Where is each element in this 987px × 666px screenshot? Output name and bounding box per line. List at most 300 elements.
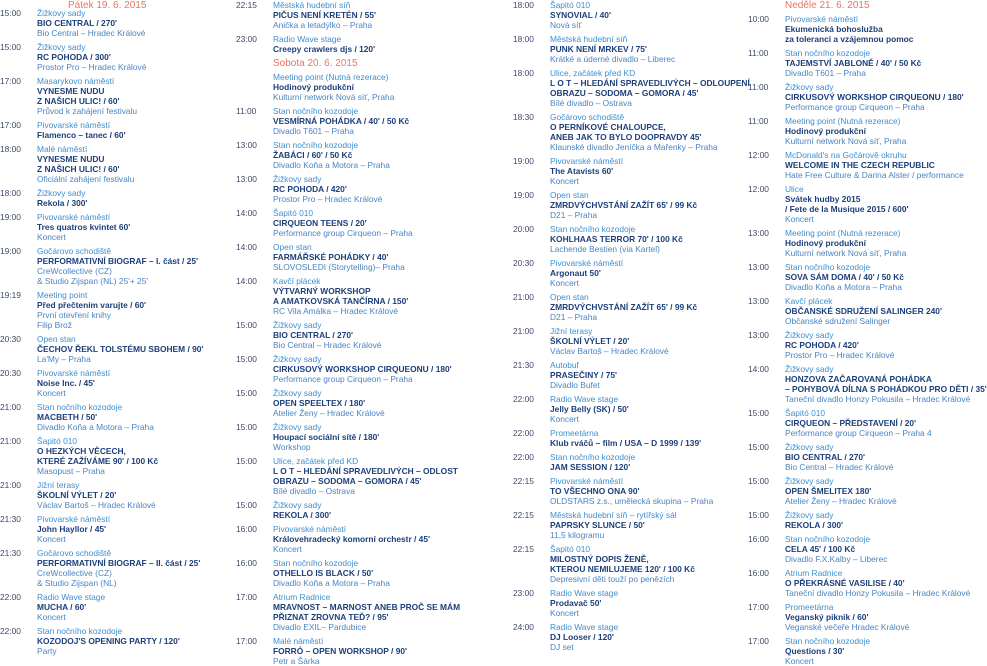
event-title: Argonaut 50' (550, 268, 601, 278)
event-title: ČECHOV ŘEKL TOLSTÉMU SBOHEM / 90' (37, 344, 204, 354)
event-entry (748, 262, 960, 292)
event-time: 14:00 (748, 364, 769, 374)
event-time: 22:00 (0, 592, 21, 602)
event-venue: Žižkovy sady (273, 320, 322, 330)
event-entry (748, 408, 960, 438)
event-time: 17:00 (0, 120, 21, 130)
event-venue: Radio Wave stage (273, 34, 342, 44)
event-time: 19:00 (513, 156, 534, 166)
event-entry (748, 296, 960, 326)
event-title: BIO CENTRAL / 270' (273, 330, 354, 340)
event-title: – POHYBOVÁ DÍLNA S POHÁDKOU PRO DĚTI / 35' (785, 384, 987, 394)
event-title: PUNK NENÍ MRKEV / 75' (550, 44, 647, 54)
event-venue: Pivovarské náměstí (550, 258, 624, 268)
event-title: TAJEMSTVÍ JABLONĚ / 40' / 50 Kč (785, 58, 922, 68)
event-title: KTERÉ ZAŽÍVÁME 90' / 100 Kč (37, 456, 159, 466)
event-detail: DJ set (550, 642, 574, 652)
event-time: 12:00 (748, 184, 769, 194)
event-entry (0, 246, 245, 286)
column-2 (236, 0, 494, 666)
event-time: 16:00 (748, 534, 769, 544)
event-venue: Žižkovy sady (785, 364, 834, 374)
event-title: HONZOVA ZAČAROVANÁ POHÁDKA (785, 374, 932, 384)
event-entry (748, 442, 960, 472)
event-time: 21:00 (0, 436, 21, 446)
event-title: ŽABÁCI / 60' / 50 Kč (273, 150, 353, 160)
event-time: 17:00 (0, 76, 21, 86)
event-time: 24:00 (513, 622, 534, 632)
event-venue: Stan nočního kozodoje (785, 48, 871, 58)
event-detail: Bílé divadlo – Ostrava (273, 486, 355, 496)
event-detail: Koncert (37, 534, 66, 544)
event-detail: Prostor Pro – Hradec Králové (273, 194, 383, 204)
event-time: 22:15 (513, 476, 534, 486)
event-detail: Atelier Ženy – Hradec Králové (785, 496, 897, 506)
event-detail: Hate Free Culture & Darina Alster / performance (785, 170, 964, 180)
event-entry (236, 354, 494, 384)
event-entry (513, 428, 753, 448)
event-detail: Performance group Cirqueon – Praha 4 (785, 428, 932, 438)
event-venue: Stan nočního kozodoje (785, 636, 871, 646)
event-time: 15:00 (748, 476, 769, 486)
event-entry (513, 156, 753, 186)
event-detail: Masopust – Praha (37, 466, 105, 476)
event-entry (513, 292, 753, 322)
event-entry (236, 72, 494, 102)
event-time: 15:00 (236, 320, 257, 330)
event-venue: Šapitó 010 (785, 408, 826, 418)
event-entry (748, 602, 960, 632)
event-title: Královehradecký komorní orchestr / 45' (273, 534, 430, 544)
event-detail: Divadlo F.X.Kalby – Liberec (785, 554, 888, 564)
event-entry (513, 622, 753, 652)
event-time: 16:00 (236, 524, 257, 534)
event-detail: Prostor Pro – Hradec Králové (785, 350, 895, 360)
event-entry (513, 112, 753, 152)
event-detail: La'My – Praha (37, 354, 91, 364)
event-title: ZMRDVÝCHVSTÁNÍ ZAŽÍT 65' / 99 Kč (550, 302, 698, 312)
event-title: CIRQUEON TEENS / 20' (273, 218, 367, 228)
event-title: Creepy crawlers djs / 120' (273, 44, 376, 54)
event-title: PERFORMATIVNÍ BIOGRAF – II. část / 25' (37, 558, 201, 568)
event-entry (236, 0, 494, 30)
event-entry (748, 82, 964, 112)
column-3 (513, 0, 753, 652)
event-time: 16:00 (236, 558, 257, 568)
event-venue: Meeting point (37, 290, 88, 300)
event-detail: Krátké a úderné divadlo – Liberec (550, 54, 676, 64)
event-detail: Divadlo Koňa a Motora – Praha (37, 422, 154, 432)
event-title: Noise Inc. / 45' (37, 378, 95, 388)
event-detail: 11,5 kilogramu (550, 530, 605, 540)
day-heading-sunday: Neděle 21. 6. 2015 (785, 0, 870, 11)
event-entry (0, 548, 245, 588)
event-venue: Žižkovy sady (785, 510, 834, 520)
event-entry (513, 0, 753, 30)
event-time: 20:30 (0, 334, 21, 344)
event-time: 17:00 (748, 602, 769, 612)
event-venue: Gočárovo schodiště (37, 548, 112, 558)
event-venue: Radio Wave stage (37, 592, 106, 602)
event-time: 15:00 (236, 456, 257, 466)
event-time: 17:00 (236, 592, 257, 602)
event-detail: Koncert (550, 176, 579, 186)
event-title: VYNESME NUDU (37, 86, 105, 96)
event-title: CELA 45' / 100 Kč (785, 544, 856, 554)
event-entry (513, 190, 753, 220)
event-detail: První otevření knihy (37, 310, 112, 320)
event-time: 12:00 (748, 150, 769, 160)
event-title: OTHELLO IS BLACK / 50' (273, 568, 374, 578)
event-title: ZMRDVÝCHVSTÁNÍ ZAŽÍT 65' / 99 Kč (550, 200, 698, 210)
event-entry (0, 368, 245, 398)
event-title: SYNOVIAL / 40' (550, 10, 611, 20)
event-time: 19:19 (0, 290, 21, 300)
event-venue: Stan nočního kozodoje (785, 262, 871, 272)
event-venue: Stan nočního kozodoje (550, 224, 636, 234)
column-1 (0, 0, 245, 656)
event-detail: Bio Central – Hradec Králové (37, 28, 146, 38)
event-title: KOHLHAAS TERROR 70' / 100 Kč (550, 234, 683, 244)
event-title: / Fete de la Musique 2015 / 600' (785, 204, 909, 214)
event-venue: Žižkovy sady (37, 8, 86, 18)
event-entry (236, 242, 494, 272)
event-time: 21:30 (0, 548, 21, 558)
event-venue: Pivovarské náměstí (785, 14, 859, 24)
event-detail: Koncert (273, 544, 302, 554)
event-venue: Meeting point (Nutná rezerace) (785, 228, 901, 238)
event-entry (0, 436, 245, 476)
event-detail: Filip Brož (37, 320, 72, 330)
event-detail: Anička a letadýlko – Praha (273, 20, 373, 30)
event-entry (748, 48, 960, 78)
event-detail: Divadlo Koňa a Motora – Praha (785, 282, 902, 292)
event-venue: Pivovarské náměstí (273, 524, 347, 534)
event-detail: Divadlo EXIL– Pardubice (273, 622, 367, 632)
event-title: Ekumenická bohoslužba (785, 24, 883, 34)
event-title: MILOSTNÝ DOPIS ŽENĚ, (550, 554, 649, 564)
event-detail: Nová síť (550, 20, 582, 30)
event-time: 14:00 (236, 208, 257, 218)
event-entry (513, 394, 753, 424)
event-time: 19:00 (513, 190, 534, 200)
event-venue: Kavčí plácek (785, 296, 833, 306)
event-entry (748, 184, 960, 224)
event-entry (513, 544, 753, 584)
event-detail: Bio Central – Hradec Králové (273, 340, 382, 350)
schedule-list (513, 0, 753, 652)
event-title: CIRQUEON – PŘEDSTAVENÍ / 20' (785, 418, 917, 428)
event-title: OBČANSKÉ SDRUŽENÍ SALINGER 240' (785, 306, 942, 316)
event-entry (0, 592, 245, 622)
event-title: za toleranci a vzájemnou pomoc (785, 34, 914, 44)
event-venue: Stan nočního kozodoje (37, 402, 123, 412)
event-time: 16:00 (748, 568, 769, 578)
event-venue: Šapitó 010 (550, 0, 591, 10)
event-entry (748, 14, 960, 44)
event-time: 18:00 (0, 188, 21, 198)
event-title: Před přečtením varujte / 60' (37, 300, 147, 310)
event-title: A AMATKOVSKÁ TANČÍRNA / 150' (273, 296, 409, 306)
event-time: 22:00 (513, 428, 534, 438)
event-detail: Lachende Bestien (via Kartel) (550, 244, 660, 254)
event-entry (236, 140, 494, 170)
event-venue: Meeting point (Nutná rezerace) (785, 116, 901, 126)
event-detail: Taneční divadlo Honzy Pokusila – Hradec Králové (785, 394, 971, 404)
event-venue: Žižkovy sady (785, 442, 834, 452)
event-entry (513, 452, 753, 472)
event-title: Z NAŠICH ULIC! / 60' (37, 164, 120, 174)
event-time: 13:00 (748, 228, 769, 238)
event-detail: Koncert (785, 214, 814, 224)
event-entry (236, 456, 494, 496)
event-title: Svátek hudby 2015 (785, 194, 861, 204)
event-venue: Meeting point (Nutná rezerace) (273, 72, 389, 82)
event-title: CIRKUSOVÝ WORKSHOP CIRQUEONU / 180' (785, 92, 964, 102)
event-detail: Občanské sdružení Salinger (785, 316, 891, 326)
event-detail: Koncert (785, 656, 814, 666)
event-entry (513, 258, 753, 288)
event-time: 22:00 (0, 626, 21, 636)
event-title: Z NAŠICH ULIC! / 60' (37, 96, 120, 106)
event-title: Houpací sociální sítě / 180' (273, 432, 380, 442)
event-venue: Malé náměstí (273, 636, 324, 646)
event-time: 21:30 (513, 360, 534, 370)
event-venue: Kavčí plácek (273, 276, 321, 286)
event-venue: Open stan (550, 292, 589, 302)
event-entry (513, 326, 753, 356)
schedule-list (0, 8, 245, 656)
event-detail: Koncert (550, 414, 579, 424)
event-time: 15:00 (236, 500, 257, 510)
event-title: BIO CENTRAL / 270' (785, 452, 866, 462)
event-title: FARMÁŘSKÉ POHÁDKY / 40' (273, 252, 389, 262)
event-time: 22:00 (513, 394, 534, 404)
event-entry (0, 8, 245, 38)
event-title: OBRAZU – SODOMA – GOMORA / 45' (273, 476, 422, 486)
event-venue: Jižní terasy (550, 326, 593, 336)
event-title: OPEN ŠMELITEX 180' (785, 486, 872, 496)
event-time: 21:30 (0, 514, 21, 524)
event-title: RC POHODA / 300' (37, 52, 111, 62)
event-title: PERFORMATIVNÍ BIOGRAF – I. část / 25' (37, 256, 198, 266)
event-entry (236, 388, 494, 418)
event-entry (0, 144, 245, 184)
event-time: 15:00 (748, 408, 769, 418)
event-venue: Pivovarské náměstí (37, 120, 111, 130)
event-time: 22:15 (513, 544, 534, 554)
event-title: The Atavists 60' (550, 166, 614, 176)
event-time: 15:00 (236, 388, 257, 398)
event-title: VESMÍRNÁ POHÁDKA / 40' / 50 Kč (273, 116, 410, 126)
event-detail: Performance group Cirqueon – Praha (273, 374, 413, 384)
event-venue: Žižkovy sady (273, 500, 322, 510)
event-detail: Taneční divadlo Honzy Pokusila – Hradec Králové (785, 588, 971, 598)
event-detail: Koncert (550, 608, 579, 618)
event-entry (0, 120, 245, 140)
event-entry (748, 228, 960, 258)
event-entry (513, 224, 753, 254)
event-entry (236, 34, 494, 54)
event-title: Klub rváčů – film / USA – D 1999 / 139' (550, 438, 702, 448)
event-time: 15:00 (0, 42, 21, 52)
event-detail: Oficiální zahájení festivalu (37, 174, 135, 184)
event-entry (748, 636, 960, 666)
event-title: VYNESME NUDU (37, 154, 105, 164)
event-title: Prodavač 50' (550, 598, 602, 608)
event-entry (513, 360, 753, 390)
event-detail: RC Vila Amálka – Hradec Králové (273, 306, 399, 316)
event-title: ŠKOLNÍ VÝLET / 20' (37, 490, 117, 500)
event-time: 11:00 (236, 106, 257, 116)
event-entry (0, 76, 245, 116)
event-entry (0, 626, 245, 656)
event-detail: Bílé divadlo – Ostrava (550, 98, 632, 108)
event-venue: Ulice (785, 184, 804, 194)
event-title: JAM SESSION / 120' (550, 462, 631, 472)
event-venue: Pivovarské náměstí (550, 476, 624, 486)
event-detail: Divadlo T601 – Praha (273, 126, 354, 136)
event-venue: Žižkovy sady (785, 82, 834, 92)
event-title: PIČUS NENÍ KRETÉN / 55' (273, 10, 376, 20)
event-time: 15:00 (748, 510, 769, 520)
event-venue: Městská hudební síň (273, 0, 351, 10)
event-entry (0, 42, 245, 72)
event-title: MRAVNOST – MARNOST ANEB PROČ SE MÁM (273, 602, 461, 612)
event-entry (748, 534, 960, 564)
event-venue: Stan nočního kozodoje (550, 452, 636, 462)
event-entry (748, 330, 960, 360)
event-title: RC POHODA / 420' (785, 340, 859, 350)
event-time: 17:00 (236, 636, 257, 646)
event-venue: Stan nočního kozodoje (785, 534, 871, 544)
event-title: Hodinový produkční (785, 126, 866, 136)
schedule-list (748, 14, 987, 666)
event-venue: Žižkovy sady (273, 354, 322, 364)
event-entry (0, 514, 245, 544)
event-venue: Šapitó 010 (550, 544, 591, 554)
event-entry (236, 592, 494, 632)
event-time: 13:00 (236, 140, 257, 150)
event-venue: Stan nočního kozodoje (273, 106, 359, 116)
event-title: Hodinový produkční (273, 82, 354, 92)
event-title: OBRAZU – SODOMA – GOMORA / 45' (550, 88, 699, 98)
event-venue: McDonald's na Gočárově okruhu (785, 150, 907, 160)
event-detail: Divadlo T601 – Praha (785, 68, 866, 78)
event-entry (0, 188, 245, 208)
event-title: RC POHODA / 420' (273, 184, 347, 194)
event-time: 11:00 (748, 48, 769, 58)
event-title: WELCOME IN THE CZECH REPUBLIC (785, 160, 935, 170)
event-time: 13:00 (748, 330, 769, 340)
event-detail: Klaunské divadlo Jeníčka a Mařenky – Praha (550, 142, 718, 152)
event-detail: Petr a Šárka (273, 656, 320, 666)
column-4 (748, 0, 987, 666)
event-detail: Party (37, 646, 57, 656)
event-title: John Hayllor / 45' (37, 524, 107, 534)
event-entry (748, 568, 971, 598)
event-entry (513, 476, 753, 506)
event-venue: Šapitó 010 (273, 208, 314, 218)
event-detail: CreWcollective (CZ) (37, 568, 112, 578)
event-entry (513, 510, 753, 540)
schedule-list (236, 72, 494, 666)
event-venue: Žižkovy sady (785, 330, 834, 340)
event-detail: Kulturní network Nová síť, Praha (785, 248, 907, 258)
event-entry (236, 524, 494, 554)
event-venue: Stan nočního kozodoje (273, 140, 359, 150)
event-title: Questions / 30' (785, 646, 845, 656)
event-time: 20:00 (513, 224, 534, 234)
event-venue: Gočárovo schodiště (37, 246, 112, 256)
event-time: 10:00 (748, 14, 769, 24)
event-entry (236, 174, 494, 204)
event-venue: Šapitó 010 (37, 436, 78, 446)
event-title: ANEB JAK TO BYLO DOOPRAVDY 45' (550, 132, 702, 142)
event-entry (748, 364, 987, 404)
event-title: O HEZKÝCH VĚCECH, (37, 446, 126, 456)
event-venue: Žižkovy sady (37, 188, 86, 198)
event-venue: Žižkovy sady (273, 174, 322, 184)
event-entry (236, 500, 494, 520)
event-entry (513, 34, 753, 64)
event-entry (236, 276, 494, 316)
event-time: 14:00 (236, 242, 257, 252)
event-time: 11:00 (748, 82, 769, 92)
event-entry (748, 116, 960, 146)
event-time: 18:00 (0, 144, 21, 154)
event-venue: Radio Wave stage (550, 588, 619, 598)
event-detail: & Studio Zijspan (NL) (37, 578, 117, 588)
event-detail: SLOVOSLEDI (Storytelling)– Praha (273, 262, 405, 272)
event-time: 18:00 (513, 0, 534, 10)
event-venue: Open stan (550, 190, 589, 200)
event-title: KTEROU NEMILUJEME 120' / 100 Kč (550, 564, 695, 574)
event-entry (236, 106, 494, 136)
event-detail: & Studio Zijspan (NL) 25'+ 25' (37, 276, 148, 286)
event-entry (748, 476, 960, 506)
event-time: 23:00 (513, 588, 534, 598)
event-entry (0, 212, 245, 242)
event-detail: Divadlo Bufet (550, 380, 600, 390)
event-detail: Koncert (37, 232, 66, 242)
event-time: 15:00 (748, 442, 769, 452)
event-entry (513, 588, 753, 618)
schedule-list (236, 0, 494, 54)
event-time: 21:00 (513, 326, 534, 336)
event-venue: Atrium Radnice (785, 568, 843, 578)
event-venue: Žižkovy sady (37, 42, 86, 52)
event-entry (0, 402, 245, 432)
event-venue: Stan nočního kozodoje (37, 626, 123, 636)
event-time: 18:00 (513, 68, 534, 78)
event-venue: Pivovarské náměstí (37, 514, 111, 524)
event-entry (0, 480, 245, 510)
event-entry (513, 68, 753, 108)
event-venue: Městská hudební síň (550, 34, 628, 44)
event-title: O PERNÍKOVÉ CHALOUPCE, (550, 122, 666, 132)
event-detail: Bio Central – Hradec Králové (785, 462, 894, 472)
event-entry (0, 290, 245, 330)
event-time: 15:00 (236, 422, 257, 432)
event-time: 19:00 (0, 246, 21, 256)
event-time: 23:00 (236, 34, 257, 44)
event-time: 22:15 (513, 510, 534, 520)
event-venue: Stan nočního kozodoje (273, 558, 359, 568)
event-detail: Veganské večeře Hradec Králové (785, 622, 910, 632)
event-title: PAPRSKY SLUNCE / 50' (550, 520, 645, 530)
event-detail: Divadlo Koňa a Motora – Praha (273, 160, 390, 170)
